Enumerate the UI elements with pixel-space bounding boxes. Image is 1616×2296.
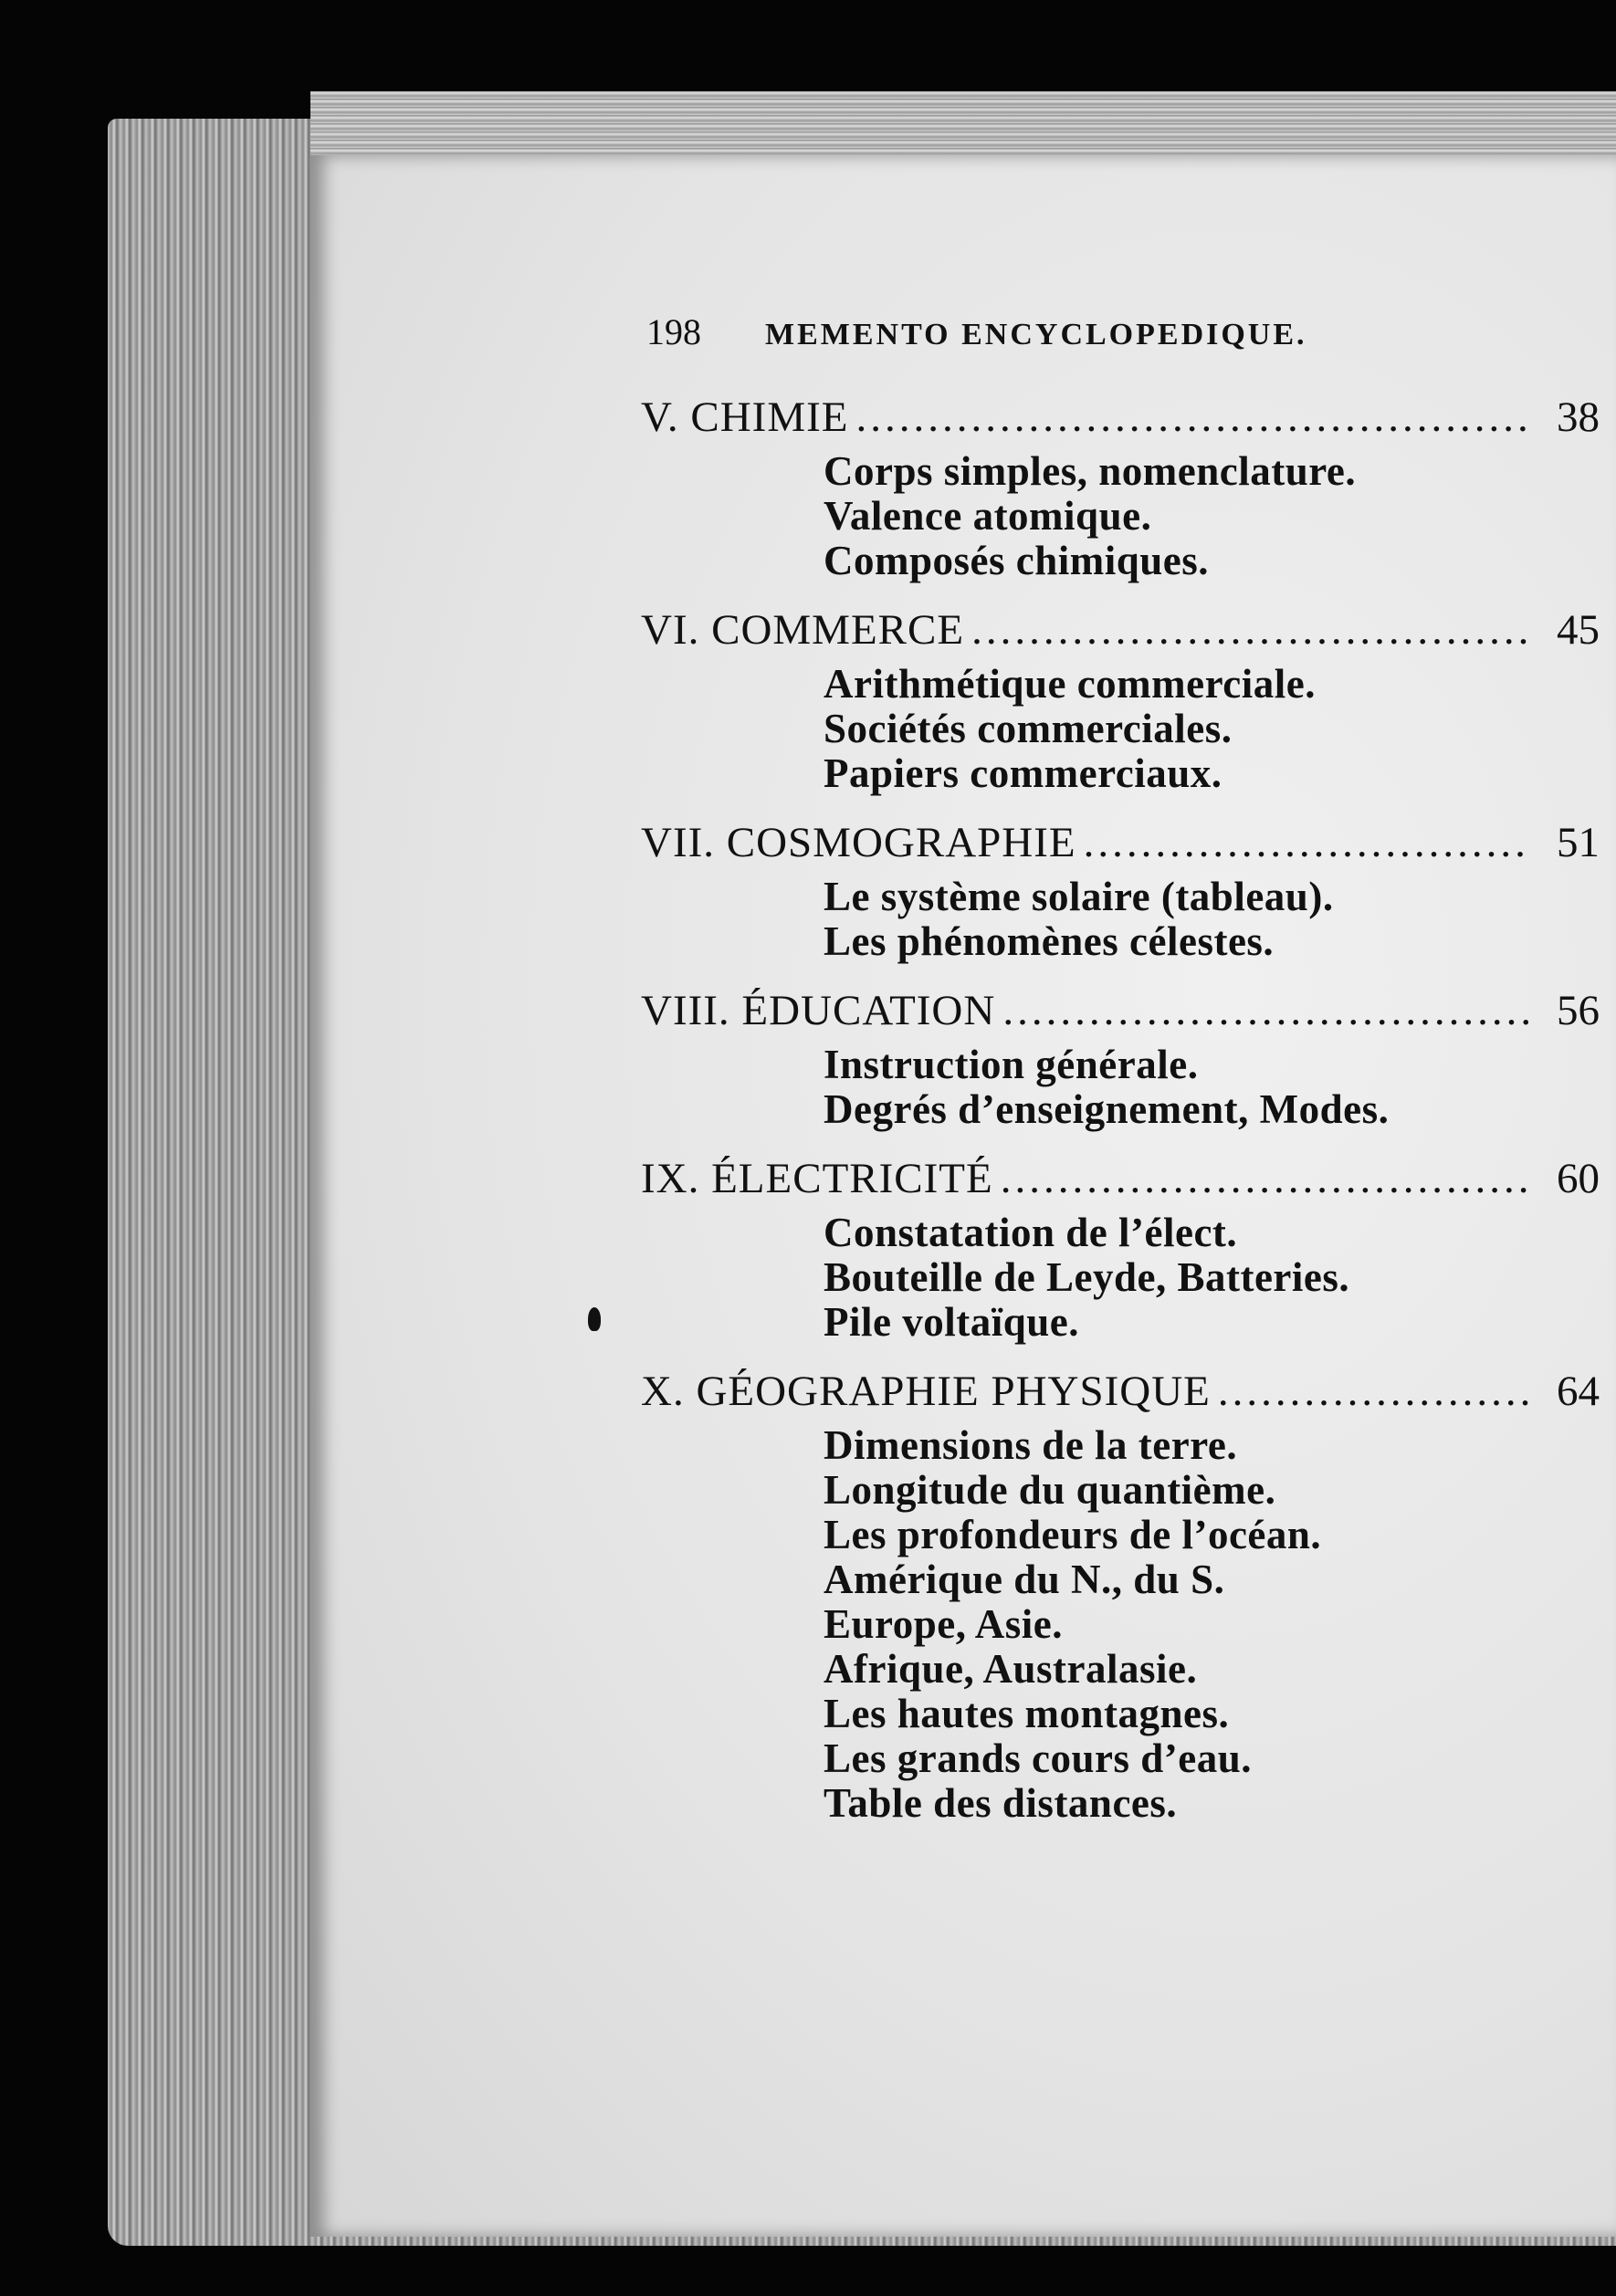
toc-entry-line <box>641 986 1600 1039</box>
toc-entry <box>641 986 1600 1132</box>
toc-sub-item: Corps simples, nomenclature. <box>824 448 1357 494</box>
toc-entry <box>641 1367 1600 1826</box>
running-title: MEMENTO ENCYCLOPEDIQUE. <box>765 318 1307 351</box>
toc-leader-dots <box>1084 818 1528 867</box>
toc-entry-title: VIII. ÉDUCATION <box>641 987 996 1034</box>
toc-sub-list <box>641 1043 1600 1132</box>
toc-entry-title: X. GÉOGRAPHIE PHYSIQUE <box>641 1368 1211 1415</box>
toc-entry-title: VII. COSMOGRAPHIE <box>641 819 1076 866</box>
toc-entry <box>641 818 1600 964</box>
toc-sub-item: Composés chimiques. <box>824 538 1210 583</box>
toc-entry-line <box>641 393 1600 446</box>
toc-sub-list <box>641 662 1600 796</box>
toc-entry-page: 51 <box>1557 819 1600 866</box>
toc-sub-item: Bouteille de Leyde, Batteries. <box>824 1254 1350 1300</box>
toc-sub-list <box>641 449 1600 583</box>
toc-entry <box>641 1154 1600 1345</box>
toc-sub-item: Pile voltaïque. <box>824 1299 1079 1345</box>
toc-sub-item: Les grands cours d’eau. <box>824 1735 1253 1781</box>
toc-sub-item: Constatation de l’élect. <box>824 1210 1238 1255</box>
toc-entry-title: VI. COMMERCE <box>641 606 965 654</box>
page-number: 198 <box>646 311 701 352</box>
toc-leader-dots <box>1001 1154 1528 1203</box>
toc-entry-page: 45 <box>1557 606 1600 654</box>
toc-sub-item: Europe, Asie. <box>824 1601 1063 1647</box>
toc-sub-item: Amérique du N., du S. <box>824 1557 1225 1602</box>
toc-leader-dots <box>971 605 1528 655</box>
toc-sub-list <box>641 1211 1600 1345</box>
toc-sub-item: Afrique, Australasie. <box>824 1646 1198 1692</box>
toc-leader-dots <box>855 393 1528 442</box>
toc-sub-item: Les profondeurs de l’océan. <box>824 1512 1322 1557</box>
toc-entry-page: 64 <box>1557 1368 1600 1415</box>
toc-sub-item: Papiers commerciaux. <box>824 750 1222 796</box>
toc-sub-item: Les phénomènes célestes. <box>824 918 1275 964</box>
toc-sub-item: Les hautes montagnes. <box>824 1691 1230 1736</box>
table-of-contents <box>641 393 1600 1848</box>
toc-entry-line <box>641 605 1600 658</box>
toc-sub-item: Table des distances. <box>824 1780 1178 1826</box>
toc-leader-dots <box>1218 1367 1528 1416</box>
toc-sub-item: Sociétés commerciales. <box>824 706 1233 751</box>
toc-entry-line <box>641 818 1600 871</box>
toc-entry-title: IX. ÉLECTRICITÉ <box>641 1155 993 1202</box>
page-header <box>646 310 1432 353</box>
toc-sub-item: Arithmétique commerciale. <box>824 661 1316 707</box>
toc-leader-dots <box>1002 986 1528 1035</box>
toc-sub-list <box>641 875 1600 964</box>
toc-entry-line <box>641 1154 1600 1207</box>
toc-entry-page: 38 <box>1557 393 1600 441</box>
toc-sub-item: Longitude du quantième. <box>824 1467 1276 1513</box>
toc-entry-page: 60 <box>1557 1155 1600 1202</box>
toc-entry-title: V. CHIMIE <box>641 393 849 441</box>
toc-sub-item: Degrés d’enseignement, Modes. <box>824 1086 1390 1132</box>
toc-sub-item: Valence atomique. <box>824 493 1152 539</box>
toc-sub-item: Dimensions de la terre. <box>824 1422 1238 1468</box>
toc-entry <box>641 393 1600 583</box>
toc-sub-item: Instruction générale. <box>824 1042 1199 1087</box>
book-top-edge <box>310 91 1616 164</box>
toc-entry-page: 56 <box>1557 987 1600 1034</box>
ink-mark-icon <box>588 1307 601 1331</box>
toc-sub-list <box>641 1423 1600 1826</box>
toc-entry <box>641 605 1600 796</box>
toc-entry-line <box>641 1367 1600 1420</box>
toc-sub-item: Le système solaire (tableau). <box>824 874 1334 919</box>
